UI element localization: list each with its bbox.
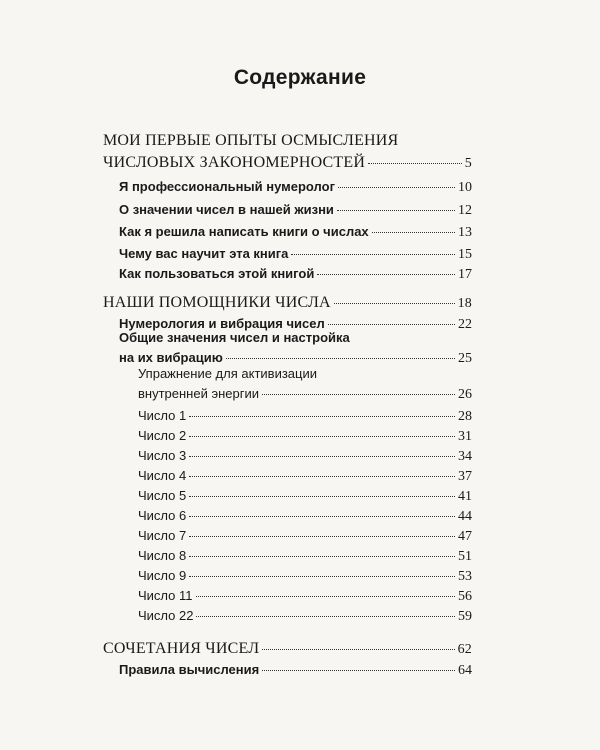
dot-leader [189, 476, 455, 477]
toc-entry[interactable] [119, 264, 472, 285]
toc-entry-title: Число 11 [138, 588, 193, 603]
toc-page-number: 51 [458, 549, 472, 564]
toc-page-number: 25 [458, 351, 472, 366]
toc-entry[interactable] [138, 606, 472, 627]
dot-leader [189, 576, 455, 577]
toc-entry[interactable] [138, 506, 472, 527]
toc-page-number: 64 [458, 663, 472, 678]
toc-page-number: 53 [458, 569, 472, 584]
dot-leader [189, 456, 455, 457]
toc-entry[interactable] [103, 638, 472, 661]
toc-entry-title-line: Упражнение для активизации [138, 366, 317, 381]
toc-entry[interactable] [138, 466, 472, 487]
toc-entry-title-line: МОИ ПЕРВЫЕ ОПЫТЫ ОСМЫСЛЕНИЯ [103, 132, 399, 149]
toc-page-number: 34 [458, 449, 472, 464]
dot-leader [317, 274, 455, 275]
toc-page-number: 13 [458, 225, 472, 240]
dot-leader [196, 616, 455, 617]
toc-entry[interactable] [138, 364, 472, 405]
toc-entry[interactable] [119, 177, 472, 198]
page-title: Содержание [233, 66, 367, 89]
dot-leader [291, 254, 455, 255]
toc-entry-title: Число 3 [138, 448, 187, 463]
toc-entry-title: Число 6 [138, 508, 187, 523]
toc-entry[interactable] [138, 586, 472, 607]
toc-entry[interactable] [103, 292, 472, 315]
dot-leader [189, 496, 455, 497]
toc-entry-title: на их вибрацию [119, 350, 223, 365]
dot-leader [189, 556, 455, 557]
dot-leader [189, 416, 455, 417]
toc-page-number: 15 [458, 247, 472, 262]
toc-entry-title: СОЧЕТАНИЯ ЧИСЕЛ [103, 640, 260, 657]
toc-entry-title: Число 1 [138, 408, 187, 423]
toc-entry-title: внутренней энергии [138, 386, 259, 401]
dot-leader [337, 210, 455, 211]
toc-page-number: 31 [458, 429, 472, 444]
dot-leader [189, 536, 455, 537]
toc-page-number: 47 [458, 529, 472, 544]
toc-page-number: 10 [458, 180, 472, 195]
toc-entry-title: Число 8 [138, 548, 187, 563]
toc-entry-title-line: Общие значения чисел и настройка [119, 330, 350, 345]
dot-leader [328, 324, 455, 325]
toc-entry-title: ЧИСЛОВЫХ ЗАКОНОМЕРНОСТЕЙ [103, 154, 366, 171]
toc-entry-title: НАШИ ПОМОЩНИКИ ЧИСЛА [103, 294, 331, 311]
toc-entry[interactable] [138, 566, 472, 587]
toc-page-number: 26 [458, 387, 472, 402]
toc-page-number: 12 [458, 203, 472, 218]
dot-leader [262, 649, 454, 650]
dot-leader [189, 516, 455, 517]
dot-leader [338, 187, 455, 188]
dot-leader [262, 394, 455, 395]
toc-entry[interactable] [119, 222, 472, 243]
toc-entry-title: Число 5 [138, 488, 187, 503]
toc-entry-title: Нумерология и вибрация чисел [119, 316, 325, 331]
toc-entry[interactable] [138, 446, 472, 467]
toc-page-number: 56 [458, 589, 472, 604]
toc-entry-title: О значении чисел в нашей жизни [119, 202, 334, 217]
toc-page-number: 17 [458, 267, 472, 282]
toc-page-number: 44 [458, 509, 472, 524]
toc-entry[interactable] [138, 486, 472, 507]
toc-entry-title: Чему вас научит эта книга [119, 246, 289, 261]
toc-entry[interactable] [138, 406, 472, 427]
dot-leader [334, 303, 455, 304]
toc-page-number: 59 [458, 609, 472, 624]
toc-entry-title: Я профессиональный нумеролог [119, 179, 335, 194]
toc-entry-title: Правила вычисления [119, 662, 260, 677]
dot-leader [189, 436, 455, 437]
toc-page-number: 18 [457, 296, 472, 311]
toc-entry[interactable] [138, 526, 472, 547]
toc-page-number: 28 [458, 409, 472, 424]
toc-entry-title: Число 22 [138, 608, 194, 623]
toc-entry-title: Число 4 [138, 468, 187, 483]
toc-page-number: 22 [458, 317, 472, 332]
dot-leader [372, 232, 455, 233]
toc-entry[interactable] [119, 660, 472, 681]
toc-entry-title: Число 7 [138, 528, 187, 543]
toc-entry[interactable] [119, 328, 472, 369]
toc-page-number: 62 [457, 642, 472, 657]
toc-entry[interactable] [138, 426, 472, 447]
toc-page-number: 41 [458, 489, 472, 504]
dot-leader [196, 596, 456, 597]
toc-page-number: 37 [458, 469, 472, 484]
toc-entry-title: Как пользоваться этой книгой [119, 266, 315, 281]
toc-entry[interactable] [119, 244, 472, 265]
toc-page-number: 5 [464, 156, 472, 171]
toc-entry-title: Число 2 [138, 428, 187, 443]
toc-entry-title: Как я решила написать книги о числах [119, 224, 369, 239]
dot-leader [226, 358, 455, 359]
dot-leader [368, 163, 462, 164]
toc-entry-title: Число 9 [138, 568, 187, 583]
toc-entry[interactable] [103, 130, 472, 175]
dot-leader [262, 670, 455, 671]
toc-entry[interactable] [138, 546, 472, 567]
toc-entry[interactable] [119, 200, 472, 221]
